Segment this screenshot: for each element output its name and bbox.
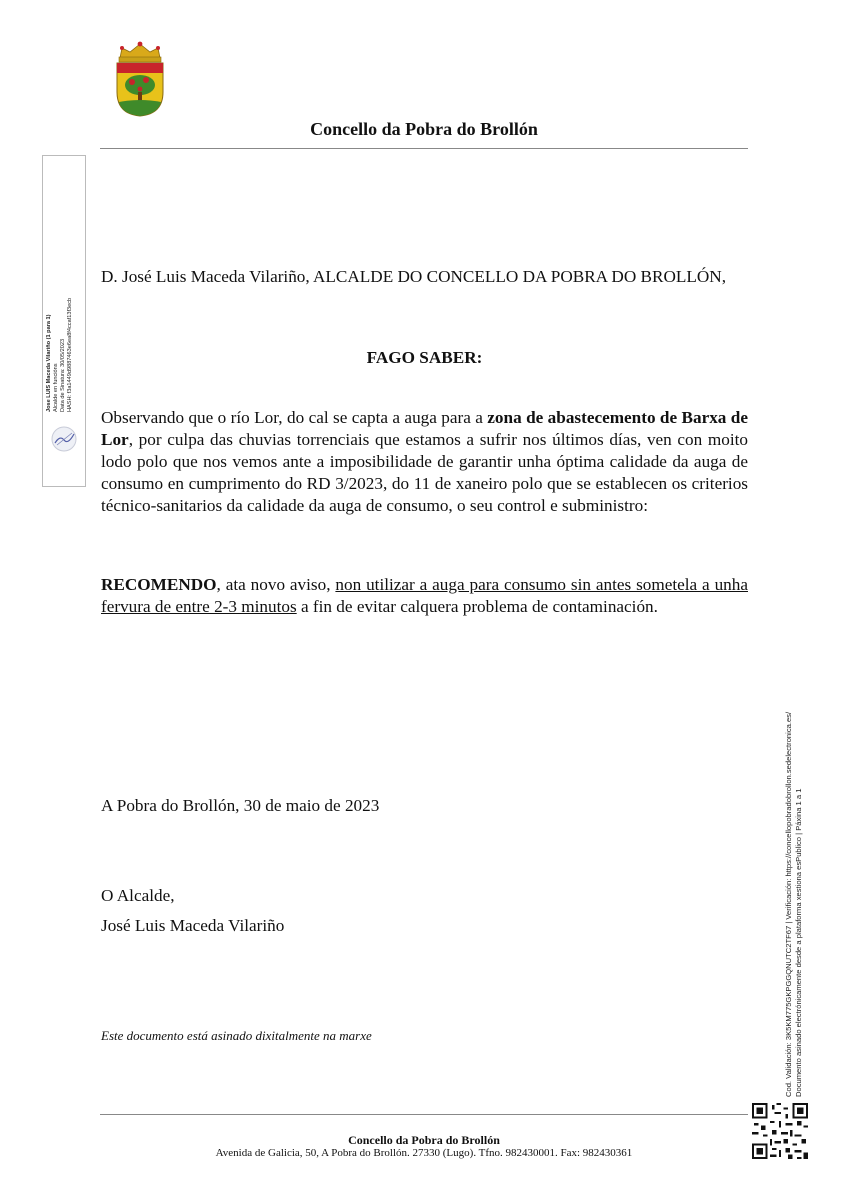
p2-bold: RECOMENDO: [101, 575, 217, 594]
closing-role: O Alcalde,: [101, 886, 175, 905]
validation-code: Cod. Validación: 3K5KM775GKPGGQNUTC2TF67 | Verificación: https://concellopobradobrollon.sedelectronica.es/: [784, 711, 793, 1097]
p2-underline: non utilizar a auga para consumo sin antes sometela a unha fervura de entre 2-3 minutos: [101, 575, 748, 616]
intro-paragraph: D. José Luis Maceda Vilariño, ALCALDE DO CONCELLO DA POBRA DO BROLLÓN,: [101, 267, 727, 286]
p1-bold: zona de abastecemento de Barxa de Lor: [101, 408, 748, 449]
heading-fago-saber: FAGO SABER:: [366, 348, 483, 367]
p1-text-a: Observando que o río Lor, do cal se capta a auga para a: [101, 408, 488, 427]
header-title: Concello da Pobra do Brollón: [310, 119, 538, 139]
digital-signature-note: Este documento está asinado dixitalmente na marxe: [101, 1028, 372, 1043]
p1-text-b: , por culpa das chuvias torrenciais que estamos a sufrir nos últimos días, ven con moito lodo polo que nos vemos ante a imposibilidade de garantir unha óptima calidade da auga de consumo en cumprimento do RD 3/2023, do 11 de xaneiro polo que se establecen os criterios técnico-sanitarios da calidade da auga de consumo, o seu control e subministro:: [101, 430, 748, 515]
footer-divider: [100, 1114, 748, 1115]
place-and-date: A Pobra do Brollón, 30 de maio de 2023: [101, 796, 380, 815]
closing-name: José Luis Maceda Vilariño: [101, 916, 285, 935]
signature-role: Alcalde en funcións: [53, 363, 59, 412]
footer-title: Concello da Pobra do Brollón: [348, 1133, 500, 1147]
coat-of-arms-logo: [112, 40, 168, 118]
validation-platform: Documento asinado electrónicamente desde a plataforma xestiona esPublico | Páxina 1 a 1: [793, 788, 803, 1097]
signature-signer: Jose LUIS Maceda Vilariño (1 para 1): [46, 314, 52, 412]
header-divider: [100, 148, 748, 149]
paragraph-observation: [101, 407, 748, 517]
signature-date: Data de Sinatura: 30/05/2023: [60, 338, 66, 412]
signature-stamp-icon: [50, 425, 78, 453]
paragraph-recommendation: [101, 574, 748, 618]
p2-text-a: , ata novo aviso,: [216, 575, 336, 594]
footer-address: Avenida de Galicia, 50, A Pobra do Brollón. 27330 (Lugo). Tfno. 982430001. Fax: 982430361: [215, 1147, 633, 1159]
signature-details: [46, 258, 74, 412]
signature-hash: HASH: f3a1449d9887463e6ea8f4ccaf13f3ecb: [67, 297, 73, 412]
validation-margin: [784, 711, 824, 1097]
p2-text-b: a fin de evitar calquera problema de contaminación.: [296, 597, 658, 616]
qr-code-icon[interactable]: [752, 1103, 808, 1159]
